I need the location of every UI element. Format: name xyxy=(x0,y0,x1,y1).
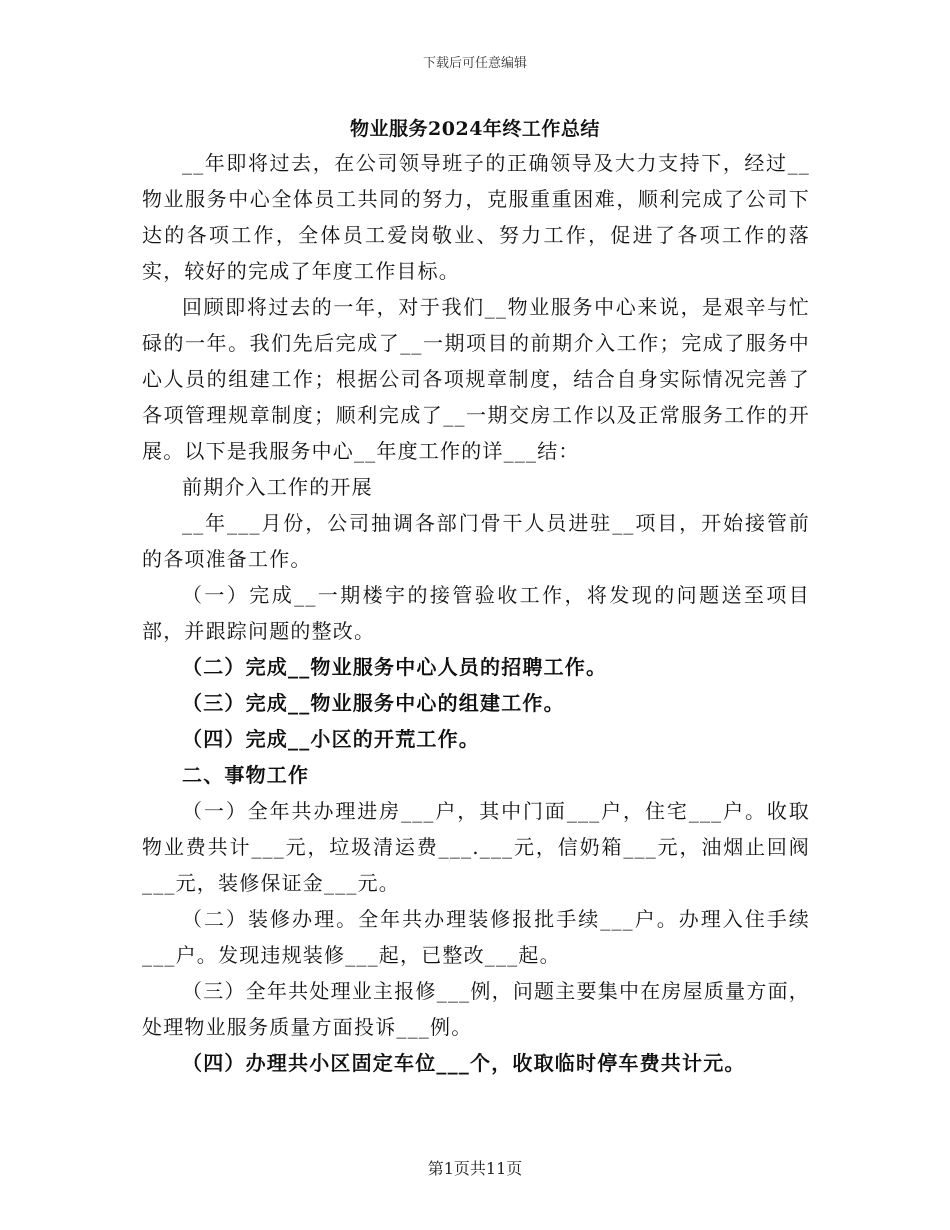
list-item-move-in-fees: （一）全年共办理进房___户，其中门面___户，住宅___户。收取物业费共计___元，垃圾清运费___.___元，信奶箱___元，油烟止回阀___元，装修保证金___元。 xyxy=(142,799,810,895)
section-heading-affairs: 二、事物工作 xyxy=(182,763,310,787)
paragraph-intro: __年即将过去，在公司领导班子的正确领导及大力支持下，经过__物业服务中心全体员工共同的努力，克服重重困难，顺利完成了公司下达的各项工作，全体员工爱岗敬业、努力工作，促进了各项工作的落实，较好的完成了年度工作目标。 xyxy=(142,151,810,283)
list-item-renovation: （二）装修办理。全年共办理装修报批手续___户。办理入住手续___户。发现违规装修___起，已整改___起。 xyxy=(142,907,810,967)
list-item-parking: （四）办理共小区固定车位___个，收取临时停车费共计元。 xyxy=(182,1051,746,1075)
list-item-recruitment: （二）完成__物业服务中心人员的招聘工作。 xyxy=(182,655,608,679)
document-body xyxy=(142,145,810,1081)
document-title: 物业服务2024年终工作总结 xyxy=(350,118,600,140)
page-header-note: 下载后可任意编辑 xyxy=(422,56,527,71)
section-heading-early-involvement: 前期介入工作的开展 xyxy=(182,475,373,499)
list-item-organization: （三）完成__物业服务中心的组建工作。 xyxy=(182,691,565,715)
list-item-repairs: （三）全年共处理业主报修___例，问题主要集中在房屋质量方面，处理物业服务质量方面投诉___例。 xyxy=(142,979,810,1039)
paragraph-preparation: __年___月份，公司抽调各部门骨干人员进驻__项目，开始接管前的各项准备工作。 xyxy=(142,511,810,571)
list-item-acceptance: （一）完成__一期楼宇的接管验收工作，将发现的问题送至项目部，并跟踪问题的整改。 xyxy=(142,583,810,643)
list-item-cleaning: （四）完成__小区的开荒工作。 xyxy=(182,727,480,751)
page-number-footer: 第1页共11页 xyxy=(427,1159,523,1178)
paragraph-review: 回顾即将过去的一年，对于我们__物业服务中心来说，是艰辛与忙碌的一年。我们先后完成了__一期项目的前期介入工作；完成了服务中心人员的组建工作；根据公司各项规章制度，结合自身实际情况完善了各项管理规章制度；顺利完成了__一期交房工作以及正常服务工作的开展。以下是我服务中心__年度工作的详___结： xyxy=(142,295,810,463)
